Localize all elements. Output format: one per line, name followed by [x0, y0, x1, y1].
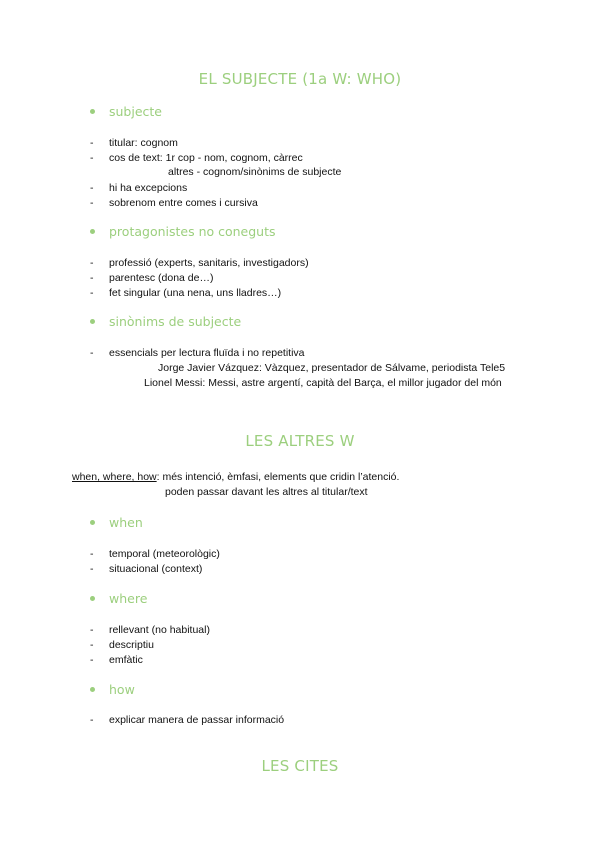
heading-label: when: [109, 515, 143, 530]
list-item: - cos de text: 1r cop - nom, cognom, càrrec: [90, 152, 303, 164]
list-item: - essencials per lectura fluïda i no repetitiva: [90, 347, 305, 359]
list-item-continuation: altres - cognom/sinònims de subjecte: [168, 166, 342, 178]
example-line: Lionel Messi: Messi, astre argentí, capità del Barça, el millor jugador del món: [144, 377, 502, 389]
bullet-icon: [90, 319, 95, 324]
list-item: - sobrenom entre comes i cursiva: [90, 197, 258, 209]
section-title-cites: LES CITES: [261, 757, 339, 775]
heading-label: where: [109, 591, 148, 606]
heading-label: how: [109, 682, 135, 697]
heading-label: subjecte: [109, 104, 162, 119]
heading-label: sinònims de subjecte: [109, 314, 242, 329]
intro-line: when, where, how: més intenció, èmfasi, elements que cridin l’atenció.: [72, 471, 400, 483]
heading-label: protagonistes no coneguts: [109, 224, 276, 239]
list-item: - hi ha excepcions: [90, 182, 188, 194]
intro-line-2: poden passar davant les altres al titular/text: [165, 486, 368, 498]
list-item: - titular: cognom: [90, 137, 178, 149]
list-item: - temporal (meteorològic): [90, 548, 220, 560]
bullet-icon: [90, 596, 95, 601]
list-item: - explicar manera de passar informació: [90, 714, 285, 726]
example-line: Jorge Javier Vázquez: Vàzquez, presentador de Sálvame, periodista Tele5: [158, 362, 506, 374]
section-title-subjecte: EL SUBJECTE (1a W: WHO): [198, 70, 402, 88]
bullet-icon: [90, 687, 95, 692]
list-item: - parentesc (dona de…): [90, 272, 214, 284]
heading-where: [90, 591, 147, 606]
bullet-icon: [90, 520, 95, 525]
heading-when: [90, 515, 143, 530]
heading-sinonims: [90, 314, 241, 329]
list-item: - rellevant (no habitual): [90, 624, 210, 636]
list-item: - professió (experts, sanitaris, investigadors): [90, 257, 309, 269]
bullet-icon: [90, 229, 95, 234]
list-item: - descriptiu: [90, 639, 154, 651]
list-item: - fet singular (una nena, uns lladres…): [90, 287, 282, 299]
heading-subjecte: [90, 104, 162, 119]
list-item: - situacional (context): [90, 563, 203, 575]
section-title-altres: LES ALTRES W: [245, 432, 355, 450]
list-item: - emfàtic: [90, 654, 143, 666]
bullet-icon: [90, 109, 95, 114]
heading-protagonistes: [90, 224, 276, 239]
heading-how: [90, 682, 135, 697]
